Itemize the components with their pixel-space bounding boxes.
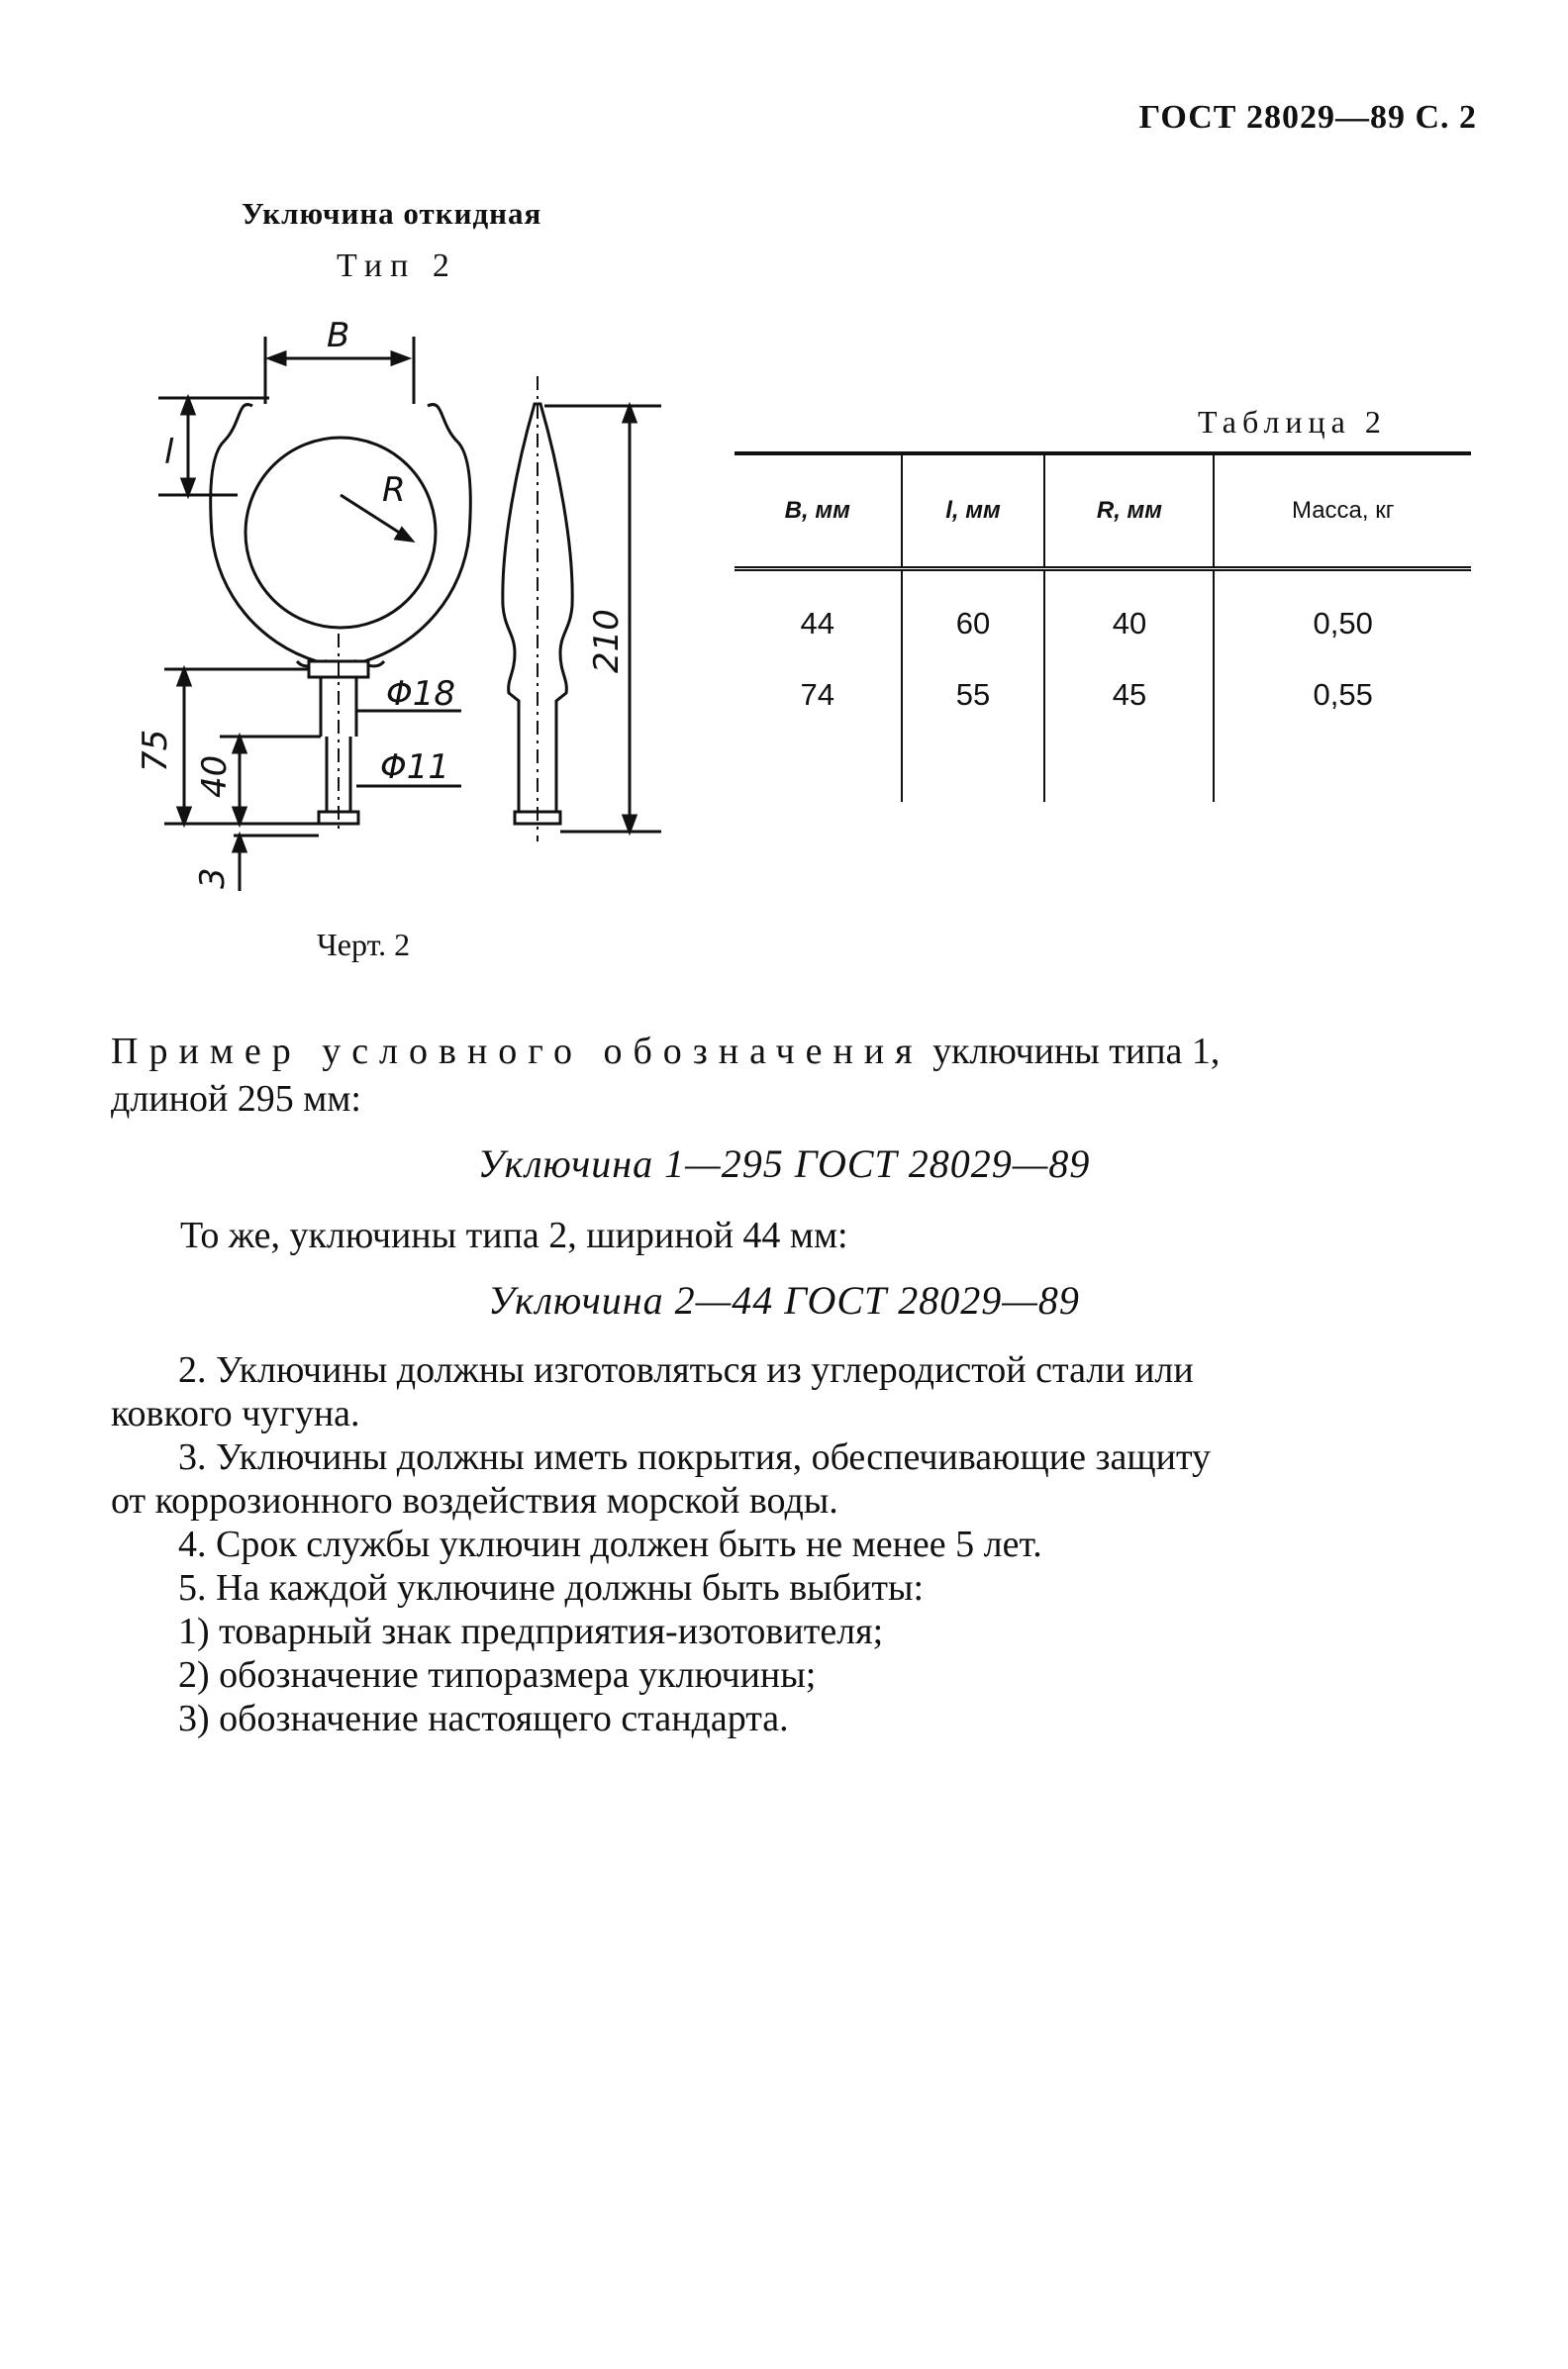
figure-title: Уключина откидная bbox=[242, 196, 542, 231]
col-r: R, мм bbox=[1044, 453, 1214, 569]
label-210: 210 bbox=[587, 609, 627, 673]
designation-1: Уключина 1—295 ГОСТ 28029—89 bbox=[477, 1141, 1091, 1186]
table-row bbox=[735, 569, 1471, 660]
paragraph-5: 5. На каждой уключине должны быть выбиты: bbox=[178, 1567, 925, 1609]
label-75: 75 bbox=[136, 729, 175, 772]
same-type2: То же, уключины типа 2, шириной 44 мм: bbox=[180, 1215, 848, 1256]
label-l: l bbox=[164, 433, 174, 472]
cell: 40 bbox=[1044, 569, 1214, 660]
paragraph-3-line-2: от коррозионного воздействия морской воды. bbox=[111, 1480, 838, 1522]
label-40: 40 bbox=[195, 754, 235, 798]
label-d18: Φ18 bbox=[386, 674, 456, 714]
label-r: R bbox=[382, 470, 406, 510]
list-item-1: 1) товарный знак предприятия-изотовителя; bbox=[178, 1611, 884, 1652]
table-row bbox=[735, 659, 1471, 731]
col-l: l, мм bbox=[902, 453, 1045, 569]
example-line-2: длиной 295 мм: bbox=[111, 1078, 361, 1120]
cell: 55 bbox=[902, 659, 1045, 731]
label-d11: Φ11 bbox=[380, 747, 450, 787]
cell: 45 bbox=[1044, 659, 1214, 731]
spec-table bbox=[735, 451, 1471, 802]
cell: 74 bbox=[800, 677, 834, 712]
col-mass: Масса, кг bbox=[1214, 453, 1471, 569]
list-item-2: 2) обозначение типоразмера уключины; bbox=[178, 1654, 817, 1696]
label-b: B bbox=[327, 316, 350, 355]
col-b: B, мм bbox=[735, 453, 902, 569]
cell: 0,50 bbox=[1214, 569, 1471, 660]
oarlock-drawing bbox=[0, 0, 733, 911]
paragraph-2-line-2: ковкого чугуна. bbox=[111, 1393, 360, 1434]
paragraph-4: 4. Срок службы уключин должен быть не менее 5 лет. bbox=[178, 1524, 1042, 1565]
paragraph-2-line-1: 2. Уключины должны изготовляться из углеродистой стали или bbox=[178, 1349, 1194, 1391]
figure-subtitle: Тип 2 bbox=[337, 247, 457, 284]
page-header: ГОСТ 28029—89 С. 2 bbox=[1138, 99, 1477, 136]
cell: 0,55 bbox=[1214, 659, 1471, 731]
example-rest: уключины типа 1, bbox=[923, 1031, 1221, 1072]
table-title: Таблица 2 bbox=[1198, 404, 1387, 440]
label-3: 3 bbox=[193, 867, 233, 889]
example-spaced: Пример условного обозначения bbox=[111, 1031, 924, 1072]
example-line-1 bbox=[111, 1030, 1469, 1073]
list-item-3: 3) обозначение настоящего стандарта. bbox=[178, 1698, 789, 1739]
table-spacer-row bbox=[735, 731, 1471, 802]
cell: 60 bbox=[902, 569, 1045, 660]
cell: 44 bbox=[800, 606, 834, 641]
figure-caption: Черт. 2 bbox=[317, 927, 411, 962]
table-header-row bbox=[735, 453, 1471, 569]
paragraph-3-line-1: 3. Уключины должны иметь покрытия, обеспечивающие защиту bbox=[178, 1436, 1212, 1478]
designation-2: Уключина 2—44 ГОСТ 28029—89 bbox=[488, 1278, 1080, 1323]
